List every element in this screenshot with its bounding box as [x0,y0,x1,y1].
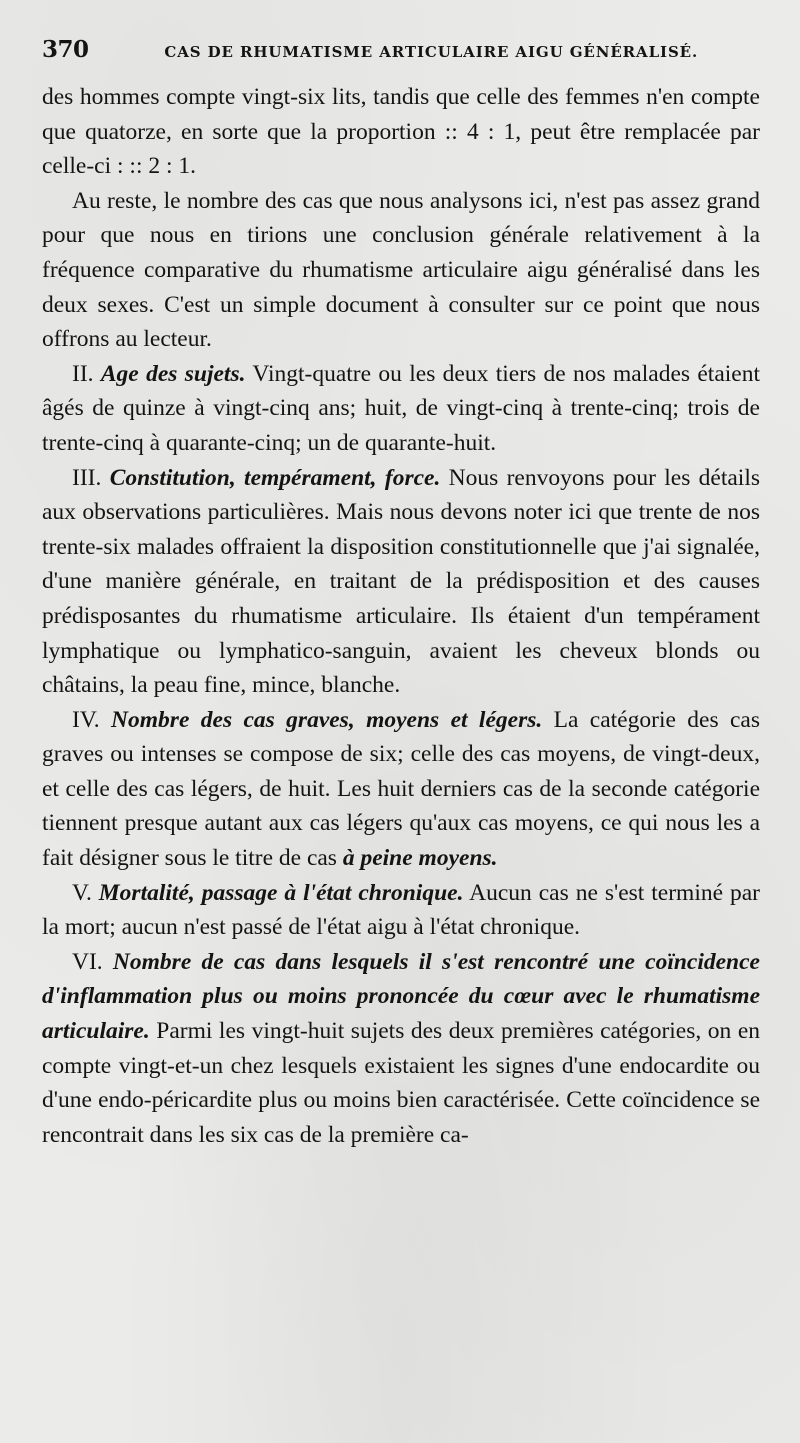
running-head [42,36,760,80]
section-heading: Nombre des cas graves, moyens et légers. [111,706,543,733]
section-heading: Mortalité, passage à l'état chronique. [98,879,464,906]
book-page [42,36,760,1152]
running-title: CAS DE RHUMATISME ARTICULAIRE AIGU GÉNÉRALISÉ. [164,43,699,61]
paragraph-text: La catégorie des cas graves ou intenses se compose de six; celle des cas moyens, de vingt-deux, et celle des cas légers, de huit. Les huit derniers cas de la seconde catégorie tiennent presque autant aux cas légers qu'aux cas moyens, ce qui nous les a fait désigner sous le titre de cas [42,706,761,872]
section-age [42,357,760,461]
section-number: III. [72,464,102,491]
page-number: 370 [42,36,89,63]
section-heart-coincidence [42,945,760,1153]
paragraph-text: Aucun cas ne s'est terminé par la mort; aucun n'est passé de l'état aigu à l'état chronique. [42,879,760,941]
section-constitution [42,461,760,703]
paragraph-text: Nous renvoyons pour les détails aux observations particulières. Mais nous devons noter ici que trente de nos trente-six malades offraient la disposition constitutionnelle que j'ai signalée, d'une manière générale, en traitant de la prédisposition et des causes prédisposantes du rhumatisme articulaire. Ils étaient d'un tempérament lymphatique ou lymphatico-sanguin, avaient les cheveux blonds ou châtains, la peau fine, mince, blanche. [42,464,761,699]
section-mortality [42,876,760,945]
paragraph-text: Au reste, le nombre des cas que nous analysons ici, n'est pas assez grand pour que nous en tirions une conclusion générale relativement à la fréquence comparative du rhumatisme articulaire aigu généralisé dans les deux sexes. C'est un simple document à consulter sur ce point que nous offrons au lecteur. [42,187,760,353]
section-severity [42,703,760,876]
section-number: II. [72,360,94,387]
paragraph-text: Vingt-quatre ou les deux tiers de nos malades étaient âgés de quinze à vingt-cinq ans; huit, de vingt-cinq à trente-cinq; trois de trente-cinq à quarante-cinq; un de quarante-huit. [42,360,760,456]
section-heading: Nombre de cas dans lesquels il s'est rencontré une coïncidence d'inflammation plus ou moins prononcée du cœur avec le rhumatisme articulaire. [42,948,760,1045]
paragraph-text: des hommes compte vingt-six lits, tandis que celle des femmes n'en compte que quatorze, en sorte que la proportion :: 4 : 1, peut être remplacée par celle-ci : :: 2 : 1. [42,84,760,180]
body-text [42,80,760,1152]
section-number: V. [72,879,92,906]
section-number: VI. [72,948,103,975]
paragraph [42,184,760,357]
section-heading: Constitution, tempérament, force. [109,464,441,491]
paragraph-text: Parmi les vingt-huit sujets des deux premières catégories, on en compte vingt-et-un chez lesquels existaient les signes d'une endocardite ou d'une endo-péricardite plus ou moins bien caractérisée. Cette coïncidence se rencontrait dans les six cas de la première ca- [42,1018,761,1148]
paragraph-continuation [42,80,760,184]
inline-italic: à peine moyens. [342,845,498,872]
section-number: IV. [72,706,100,733]
section-heading: Age des sujets. [100,360,246,387]
